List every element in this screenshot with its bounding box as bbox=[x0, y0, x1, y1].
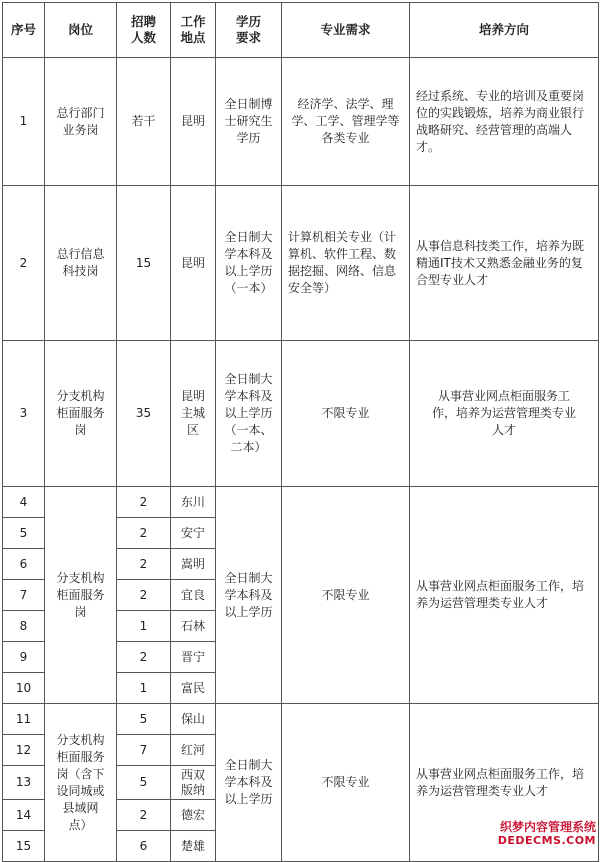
row-location: 富民 bbox=[171, 673, 216, 704]
row-count: 2 bbox=[117, 549, 171, 580]
table-row bbox=[3, 186, 599, 341]
row-count: 2 bbox=[117, 642, 171, 673]
row-location: 昆明主城区 bbox=[171, 341, 216, 487]
table-row bbox=[3, 58, 599, 186]
group-b-education: 全日制大学本科及以上学历 bbox=[216, 704, 282, 862]
header-row bbox=[3, 3, 599, 58]
row-location: 安宁 bbox=[171, 518, 216, 549]
row-seq: 3 bbox=[3, 341, 45, 487]
row-direction: 从事信息科技类工作，培养为既精通IT技术又熟悉金融业务的复合型专业人才 bbox=[410, 186, 599, 341]
group-a-position: 分支机构柜面服务岗 bbox=[45, 487, 117, 704]
header-direction: 培养方向 bbox=[410, 3, 599, 58]
row-major: 计算机相关专业（计算机、软件工程、数据挖掘、网络、信息安全等） bbox=[282, 186, 410, 341]
header-count: 招聘人数 bbox=[117, 3, 171, 58]
row-seq: 4 bbox=[3, 487, 45, 518]
row-education: 全日制博士研究生学历 bbox=[216, 58, 282, 186]
header-education: 学历要求 bbox=[216, 3, 282, 58]
row-count: 1 bbox=[117, 611, 171, 642]
row-major: 经济学、法学、理学、工学、管理学等各类专业 bbox=[282, 58, 410, 186]
row-count: 2 bbox=[117, 580, 171, 611]
row-seq: 7 bbox=[3, 580, 45, 611]
row-position: 总行部门业务岗 bbox=[45, 58, 117, 186]
row-count: 35 bbox=[117, 341, 171, 487]
row-location: 西双版纳 bbox=[171, 766, 216, 800]
group-b-direction: 从事营业网点柜面服务工作，培养为运营管理类专业人才 bbox=[410, 704, 599, 862]
row-seq: 5 bbox=[3, 518, 45, 549]
row-location: 保山 bbox=[171, 704, 216, 735]
row-location: 昆明 bbox=[171, 186, 216, 341]
row-seq: 13 bbox=[3, 766, 45, 800]
row-location: 楚雄 bbox=[171, 831, 216, 862]
row-seq: 8 bbox=[3, 611, 45, 642]
row-count: 若干 bbox=[117, 58, 171, 186]
row-count: 2 bbox=[117, 518, 171, 549]
row-location: 红河 bbox=[171, 735, 216, 766]
row-seq: 2 bbox=[3, 186, 45, 341]
row-seq: 1 bbox=[3, 58, 45, 186]
row-education: 全日制大学本科及以上学历（一本、二本） bbox=[216, 341, 282, 487]
row-position: 总行信息科技岗 bbox=[45, 186, 117, 341]
row-count: 2 bbox=[117, 487, 171, 518]
group-a-education: 全日制大学本科及以上学历 bbox=[216, 487, 282, 704]
table-row bbox=[3, 704, 599, 735]
row-direction: 从事营业网点柜面服务工作，培养为运营管理类专业人才 bbox=[410, 341, 599, 487]
row-count: 5 bbox=[117, 766, 171, 800]
row-seq: 14 bbox=[3, 800, 45, 831]
row-count: 2 bbox=[117, 800, 171, 831]
watermark-title: 织梦内容管理系统 bbox=[499, 820, 596, 834]
row-direction: 经过系统、专业的培训及重要岗位的实践锻炼，培养为商业银行战略研究、经营管理的高端人才。 bbox=[410, 58, 599, 186]
watermark bbox=[498, 820, 596, 848]
row-seq: 12 bbox=[3, 735, 45, 766]
row-location: 晋宁 bbox=[171, 642, 216, 673]
row-major: 不限专业 bbox=[282, 341, 410, 487]
row-location: 宜良 bbox=[171, 580, 216, 611]
row-position: 分支机构柜面服务岗 bbox=[45, 341, 117, 487]
row-seq: 11 bbox=[3, 704, 45, 735]
row-location: 德宏 bbox=[171, 800, 216, 831]
group-b-major: 不限专业 bbox=[282, 704, 410, 862]
group-a-direction: 从事营业网点柜面服务工作，培养为运营管理类专业人才 bbox=[410, 487, 599, 704]
row-seq: 15 bbox=[3, 831, 45, 862]
table-row bbox=[3, 487, 599, 518]
watermark-url: DEDECMS.COM bbox=[497, 834, 596, 847]
row-count: 5 bbox=[117, 704, 171, 735]
header-position: 岗位 bbox=[45, 3, 117, 58]
header-location: 工作地点 bbox=[171, 3, 216, 58]
header-seq: 序号 bbox=[3, 3, 45, 58]
table-row bbox=[3, 341, 599, 487]
row-education: 全日制大学本科及以上学历（一本） bbox=[216, 186, 282, 341]
row-count: 15 bbox=[117, 186, 171, 341]
header-major: 专业需求 bbox=[282, 3, 410, 58]
recruitment-table bbox=[2, 2, 599, 862]
row-count: 7 bbox=[117, 735, 171, 766]
row-seq: 6 bbox=[3, 549, 45, 580]
row-location: 昆明 bbox=[171, 58, 216, 186]
row-location: 石林 bbox=[171, 611, 216, 642]
row-seq: 9 bbox=[3, 642, 45, 673]
group-b-position: 分支机构柜面服务岗（含下设同城或县域网点） bbox=[45, 704, 117, 862]
row-location: 东川 bbox=[171, 487, 216, 518]
group-a-major: 不限专业 bbox=[282, 487, 410, 704]
row-location: 嵩明 bbox=[171, 549, 216, 580]
row-count: 1 bbox=[117, 673, 171, 704]
row-seq: 10 bbox=[3, 673, 45, 704]
row-count: 6 bbox=[117, 831, 171, 862]
